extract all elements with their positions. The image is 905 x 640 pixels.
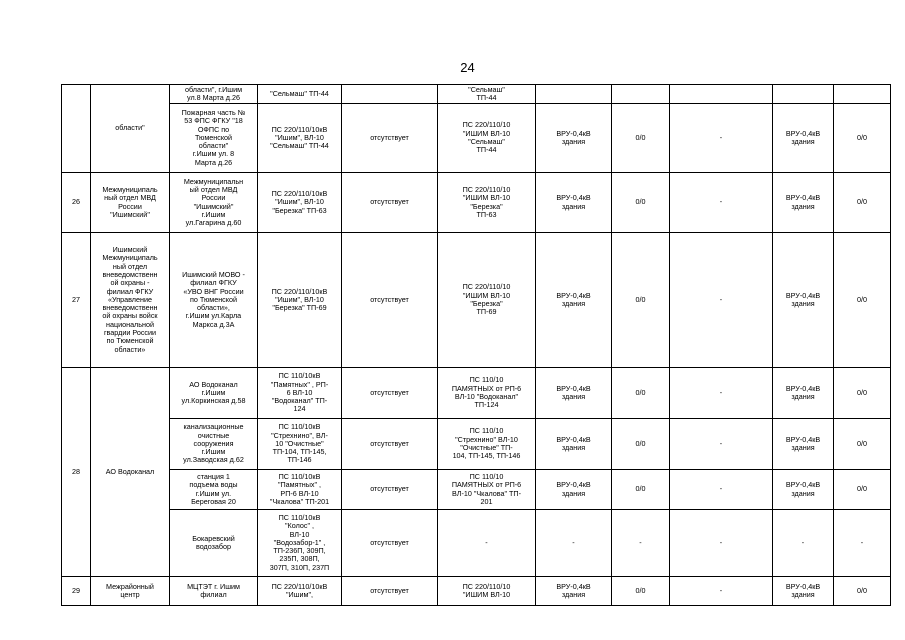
cell-note: -	[670, 577, 773, 606]
cell-metering-point: ВРУ-0,4кВ здания	[536, 233, 612, 368]
cell-metering-point	[536, 85, 612, 104]
cell-metering-point: ВРУ-0,4кВ здания	[536, 470, 612, 510]
cell-feed-scheme: ПС 110/10 ПАМЯТНЫХ от РП-6 ВЛ-10 "Водоканал" ТП-124	[438, 368, 536, 419]
cell-metering-point-2: ВРУ-0,4кВ здания	[773, 470, 834, 510]
cell-ratio: 0/0	[612, 368, 670, 419]
cell-ratio-2: 0/0	[834, 577, 891, 606]
cell-backup-source: отсутствует	[342, 173, 438, 233]
objects-table	[61, 84, 891, 606]
cell-object: АО Водоканал г.Ишим ул.Коркинская д.58	[170, 368, 258, 419]
cell-power-source: ПС 220/110/10кВ "Ишим", ВЛ-10 "Сельмаш" ТП-44	[258, 104, 342, 173]
table-row	[62, 233, 891, 368]
cell-metering-point: ВРУ-0,4кВ здания	[536, 577, 612, 606]
cell-ratio-2: 0/0	[834, 173, 891, 233]
cell-backup-source: отсутствует	[342, 368, 438, 419]
cell-metering-point: ВРУ-0,4кВ здания	[536, 173, 612, 233]
cell-ratio: 0/0	[612, 173, 670, 233]
cell-ratio-2: -	[834, 510, 891, 577]
cell-object: области", г.Ишим ул.8 Марта д.26	[170, 85, 258, 104]
cell-feed-scheme: ПС 220/110/10 "ИШИМ ВЛ-10	[438, 577, 536, 606]
cell-number: 27	[62, 233, 91, 368]
cell-ratio: 0/0	[612, 577, 670, 606]
cell-ratio: 0/0	[612, 470, 670, 510]
cell-power-source: "Сельмаш" ТП-44	[258, 85, 342, 104]
table-row	[62, 470, 891, 510]
cell-metering-point-2: ВРУ-0,4кВ здания	[773, 173, 834, 233]
cell-ratio-2: 0/0	[834, 368, 891, 419]
cell-power-source: ПС 110/10кВ "Памятных" , РП- 6 ВЛ-10 "Водоканал" ТП- 124	[258, 368, 342, 419]
cell-object: Ишимский МОВО - филиал ФГКУ «УВО ВНГ России по Тюменской области», г.Ишим ул.Карла Маркса д.3А	[170, 233, 258, 368]
table-row	[62, 104, 891, 173]
cell-feed-scheme: ПС 110/10 ПАМЯТНЫХ от РП-6 ВЛ-10 "Чкалова" ТП- 201	[438, 470, 536, 510]
cell-note: -	[670, 470, 773, 510]
cell-number: 29	[62, 577, 91, 606]
cell-metering-point-2	[773, 85, 834, 104]
cell-backup-source: отсутствует	[342, 233, 438, 368]
cell-backup-source: отсутствует	[342, 470, 438, 510]
cell-object: Межмуниципальн ый отдел МВД России "Ишимский" г.Ишим ул.Гагарина д.60	[170, 173, 258, 233]
cell-backup-source: отсутствует	[342, 104, 438, 173]
cell-power-source: ПС 220/110/10кВ "Ишим", ВЛ-10 "Березка" ТП-69	[258, 233, 342, 368]
cell-note: -	[670, 233, 773, 368]
cell-power-source: ПС 110/10кВ "Стрехнино", ВЛ- 10 "Очистные" ТП-104, ТП-145, ТП-146	[258, 419, 342, 470]
cell-organization: Межрайонный центр	[91, 577, 170, 606]
cell-feed-scheme: "Сельмаш" ТП-44	[438, 85, 536, 104]
table-row	[62, 577, 891, 606]
cell-number: 28	[62, 368, 91, 577]
cell-power-source: ПС 220/110/10кВ "Ишим",	[258, 577, 342, 606]
cell-ratio	[612, 85, 670, 104]
table-row	[62, 368, 891, 419]
cell-organization: АО Водоканал	[91, 368, 170, 577]
cell-note: -	[670, 368, 773, 419]
cell-metering-point: ВРУ-0,4кВ здания	[536, 104, 612, 173]
cell-metering-point: -	[536, 510, 612, 577]
cell-metering-point-2: ВРУ-0,4кВ здания	[773, 233, 834, 368]
table-row	[62, 85, 891, 104]
cell-feed-scheme: ПС 220/110/10 "ИШИМ ВЛ-10 "Березка" ТП-63	[438, 173, 536, 233]
cell-organization: Межмуниципаль ный отдел МВД России "Ишимский"	[91, 173, 170, 233]
cell-object: канализационные очистные сооружения г.Ишим ул.Заводская д.62	[170, 419, 258, 470]
cell-backup-source: отсутствует	[342, 510, 438, 577]
cell-ratio-2: 0/0	[834, 470, 891, 510]
cell-note: -	[670, 173, 773, 233]
cell-power-source: ПС 110/10кВ "Памятных" , РП-6 ВЛ-10 "Чкалова" ТП-201	[258, 470, 342, 510]
table-row	[62, 510, 891, 577]
cell-object: Бокаревский водозабор	[170, 510, 258, 577]
cell-ratio: 0/0	[612, 419, 670, 470]
cell-number: 26	[62, 173, 91, 233]
cell-metering-point: ВРУ-0,4кВ здания	[536, 419, 612, 470]
cell-note	[670, 85, 773, 104]
cell-feed-scheme: ПС 220/110/10 "ИШИМ ВЛ-10 "Сельмаш" ТП-44	[438, 104, 536, 173]
page-number: 24	[460, 60, 475, 75]
cell-object: МЦТЭТ г. Ишим филиал	[170, 577, 258, 606]
cell-metering-point-2: ВРУ-0,4кВ здания	[773, 419, 834, 470]
cell-power-source: ПС 110/10кВ "Колос" , ВЛ-10 "Водозабор-1" , ТП-236П, 309П, 235П, 308П, 307П, 310П, 237П	[258, 510, 342, 577]
cell-ratio: -	[612, 510, 670, 577]
cell-backup-source	[342, 85, 438, 104]
cell-backup-source: отсутствует	[342, 577, 438, 606]
table-row	[62, 419, 891, 470]
cell-backup-source: отсутствует	[342, 419, 438, 470]
cell-ratio-2: 0/0	[834, 104, 891, 173]
cell-ratio-2: 0/0	[834, 419, 891, 470]
cell-ratio: 0/0	[612, 104, 670, 173]
cell-power-source: ПС 220/110/10кВ "Ишим", ВЛ-10 "Березка" ТП-63	[258, 173, 342, 233]
cell-organization: области"	[91, 85, 170, 173]
cell-ratio-2: 0/0	[834, 233, 891, 368]
cell-feed-scheme: ПС 220/110/10 "ИШИМ ВЛ-10 "Березка" ТП-69	[438, 233, 536, 368]
cell-ratio-2	[834, 85, 891, 104]
cell-note: -	[670, 510, 773, 577]
cell-metering-point-2: ВРУ-0,4кВ здания	[773, 104, 834, 173]
cell-feed-scheme: ПС 110/10 "Стрехнино" ВЛ-10 "Очистные" ТП- 104, ТП-145, ТП-146	[438, 419, 536, 470]
cell-number	[62, 85, 91, 173]
cell-object: станция 1 подъема воды г.Ишим ул. Береговая 20	[170, 470, 258, 510]
cell-metering-point-2: ВРУ-0,4кВ здания	[773, 368, 834, 419]
cell-ratio: 0/0	[612, 233, 670, 368]
cell-object: Пожарная часть № 53 ФПС ФГКУ "18 ОФПС по Тюменской области" г.Ишим ул. 8 Марта д.26	[170, 104, 258, 173]
cell-feed-scheme: -	[438, 510, 536, 577]
cell-metering-point-2: ВРУ-0,4кВ здания	[773, 577, 834, 606]
cell-metering-point-2: -	[773, 510, 834, 577]
cell-note: -	[670, 104, 773, 173]
cell-note: -	[670, 419, 773, 470]
cell-organization: Ишимский Межмуниципаль ный отдел вневедомственн ой охраны - филиал ФГКУ «Управление вневедомственн ой охраны войск национальной гвардии России по Тюменской области»	[91, 233, 170, 368]
cell-metering-point: ВРУ-0,4кВ здания	[536, 368, 612, 419]
table-row	[62, 173, 891, 233]
